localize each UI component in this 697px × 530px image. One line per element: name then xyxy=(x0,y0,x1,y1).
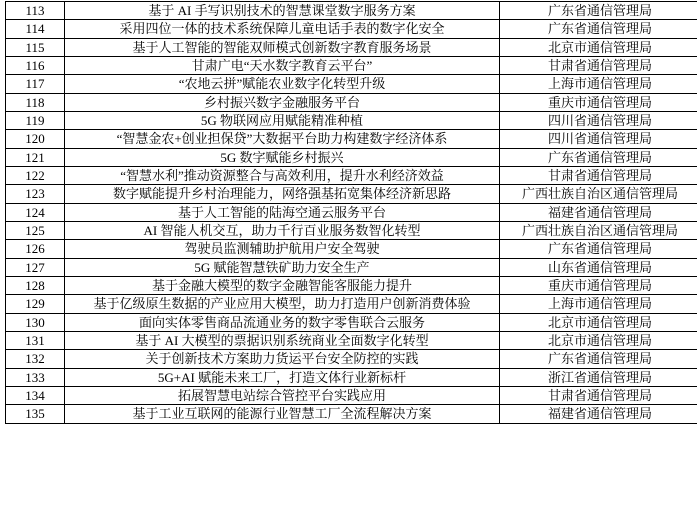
applicant-organization: 广西壮族自治区通信管理局 xyxy=(500,221,697,239)
applicant-organization: 山东省通信管理局 xyxy=(500,258,697,276)
table-row xyxy=(6,258,697,276)
table-row xyxy=(6,405,697,423)
document-page xyxy=(0,1,697,530)
table-body xyxy=(6,2,697,424)
applicant-organization: 上海市通信管理局 xyxy=(500,295,697,313)
applicant-organization: 甘肃省通信管理局 xyxy=(500,166,697,184)
project-title: 拓展智慧电站综合管控平台实践应用 xyxy=(65,386,500,404)
table-row xyxy=(6,166,697,184)
row-number: 135 xyxy=(6,405,65,423)
row-number: 132 xyxy=(6,350,65,368)
project-title: “农地云拼”赋能农业数字化转型升级 xyxy=(65,75,500,93)
applicant-organization: 四川省通信管理局 xyxy=(500,111,697,129)
table-row xyxy=(6,93,697,111)
project-title: 面向实体零售商品流通业务的数字零售联合云服务 xyxy=(65,313,500,331)
row-number: 122 xyxy=(6,166,65,184)
row-number: 120 xyxy=(6,130,65,148)
table-row xyxy=(6,20,697,38)
table-row xyxy=(6,276,697,294)
row-number: 116 xyxy=(6,56,65,74)
table-row xyxy=(6,368,697,386)
project-listing-table xyxy=(5,1,697,424)
applicant-organization: 福建省通信管理局 xyxy=(500,203,697,221)
project-title: 基于人工智能的智能双师模式创新数字教育服务场景 xyxy=(65,38,500,56)
row-number: 117 xyxy=(6,75,65,93)
row-number: 124 xyxy=(6,203,65,221)
applicant-organization: 甘肃省通信管理局 xyxy=(500,386,697,404)
table-row xyxy=(6,221,697,239)
applicant-organization: 北京市通信管理局 xyxy=(500,38,697,56)
row-number: 130 xyxy=(6,313,65,331)
project-title: 基于 AI 大模型的票据识别系统商业全面数字化转型 xyxy=(65,331,500,349)
row-number: 114 xyxy=(6,20,65,38)
table-row xyxy=(6,350,697,368)
row-number: 129 xyxy=(6,295,65,313)
project-title: 关于创新技术方案助力货运平台安全防控的实践 xyxy=(65,350,500,368)
row-number: 127 xyxy=(6,258,65,276)
table-row xyxy=(6,111,697,129)
project-title: 基于人工智能的陆海空通云服务平台 xyxy=(65,203,500,221)
project-title: 5G 物联网应用赋能精准种植 xyxy=(65,111,500,129)
project-title: 采用四位一体的技术系统保障儿童电话手表的数字化安全 xyxy=(65,20,500,38)
project-title: “智慧金农+创业担保贷”大数据平台助力构建数字经济体系 xyxy=(65,130,500,148)
project-title: 乡村振兴数字金融服务平台 xyxy=(65,93,500,111)
project-title: 甘肃广电“天水数字教育云平台” xyxy=(65,56,500,74)
project-title: 基于亿级原生数据的产业应用大模型，助力打造用户创新消费体验 xyxy=(65,295,500,313)
row-number: 119 xyxy=(6,111,65,129)
applicant-organization: 广西壮族自治区通信管理局 xyxy=(500,185,697,203)
row-number: 133 xyxy=(6,368,65,386)
table-row xyxy=(6,240,697,258)
applicant-organization: 广东省通信管理局 xyxy=(500,2,697,20)
project-title: 基于工业互联网的能源行业智慧工厂全流程解决方案 xyxy=(65,405,500,423)
applicant-organization: 重庆市通信管理局 xyxy=(500,93,697,111)
project-title: “智慧水利”推动资源整合与高效利用，提升水利经济效益 xyxy=(65,166,500,184)
project-title: 数字赋能提升乡村治理能力，网络强基拓宽集体经济新思路 xyxy=(65,185,500,203)
row-number: 113 xyxy=(6,2,65,20)
table-row xyxy=(6,313,697,331)
row-number: 123 xyxy=(6,185,65,203)
applicant-organization: 广东省通信管理局 xyxy=(500,240,697,258)
applicant-organization: 广东省通信管理局 xyxy=(500,148,697,166)
table-row xyxy=(6,203,697,221)
project-title: 基于金融大模型的数字金融智能客服能力提升 xyxy=(65,276,500,294)
table-row xyxy=(6,56,697,74)
applicant-organization: 福建省通信管理局 xyxy=(500,405,697,423)
table-row xyxy=(6,2,697,20)
project-title: AI 智能人机交互，助力千行百业服务数智化转型 xyxy=(65,221,500,239)
applicant-organization: 北京市通信管理局 xyxy=(500,331,697,349)
table-row xyxy=(6,185,697,203)
applicant-organization: 北京市通信管理局 xyxy=(500,313,697,331)
project-title: 5G 数字赋能乡村振兴 xyxy=(65,148,500,166)
project-title: 基于 AI 手写识别技术的智慧课堂数字服务方案 xyxy=(65,2,500,20)
applicant-organization: 甘肃省通信管理局 xyxy=(500,56,697,74)
applicant-organization: 四川省通信管理局 xyxy=(500,130,697,148)
row-number: 134 xyxy=(6,386,65,404)
row-number: 128 xyxy=(6,276,65,294)
table-row xyxy=(6,148,697,166)
project-title: 5G+AI 赋能未来工厂，打造文体行业新标杆 xyxy=(65,368,500,386)
table-row xyxy=(6,386,697,404)
row-number: 121 xyxy=(6,148,65,166)
row-number: 126 xyxy=(6,240,65,258)
table-row xyxy=(6,75,697,93)
applicant-organization: 浙江省通信管理局 xyxy=(500,368,697,386)
table-row xyxy=(6,331,697,349)
table-row xyxy=(6,38,697,56)
applicant-organization: 广东省通信管理局 xyxy=(500,350,697,368)
project-title: 驾驶员监测辅助护航用户安全驾驶 xyxy=(65,240,500,258)
table-row xyxy=(6,295,697,313)
applicant-organization: 上海市通信管理局 xyxy=(500,75,697,93)
row-number: 125 xyxy=(6,221,65,239)
row-number: 131 xyxy=(6,331,65,349)
table-row xyxy=(6,130,697,148)
applicant-organization: 重庆市通信管理局 xyxy=(500,276,697,294)
row-number: 115 xyxy=(6,38,65,56)
project-title: 5G 赋能智慧铁矿助力安全生产 xyxy=(65,258,500,276)
row-number: 118 xyxy=(6,93,65,111)
applicant-organization: 广东省通信管理局 xyxy=(500,20,697,38)
